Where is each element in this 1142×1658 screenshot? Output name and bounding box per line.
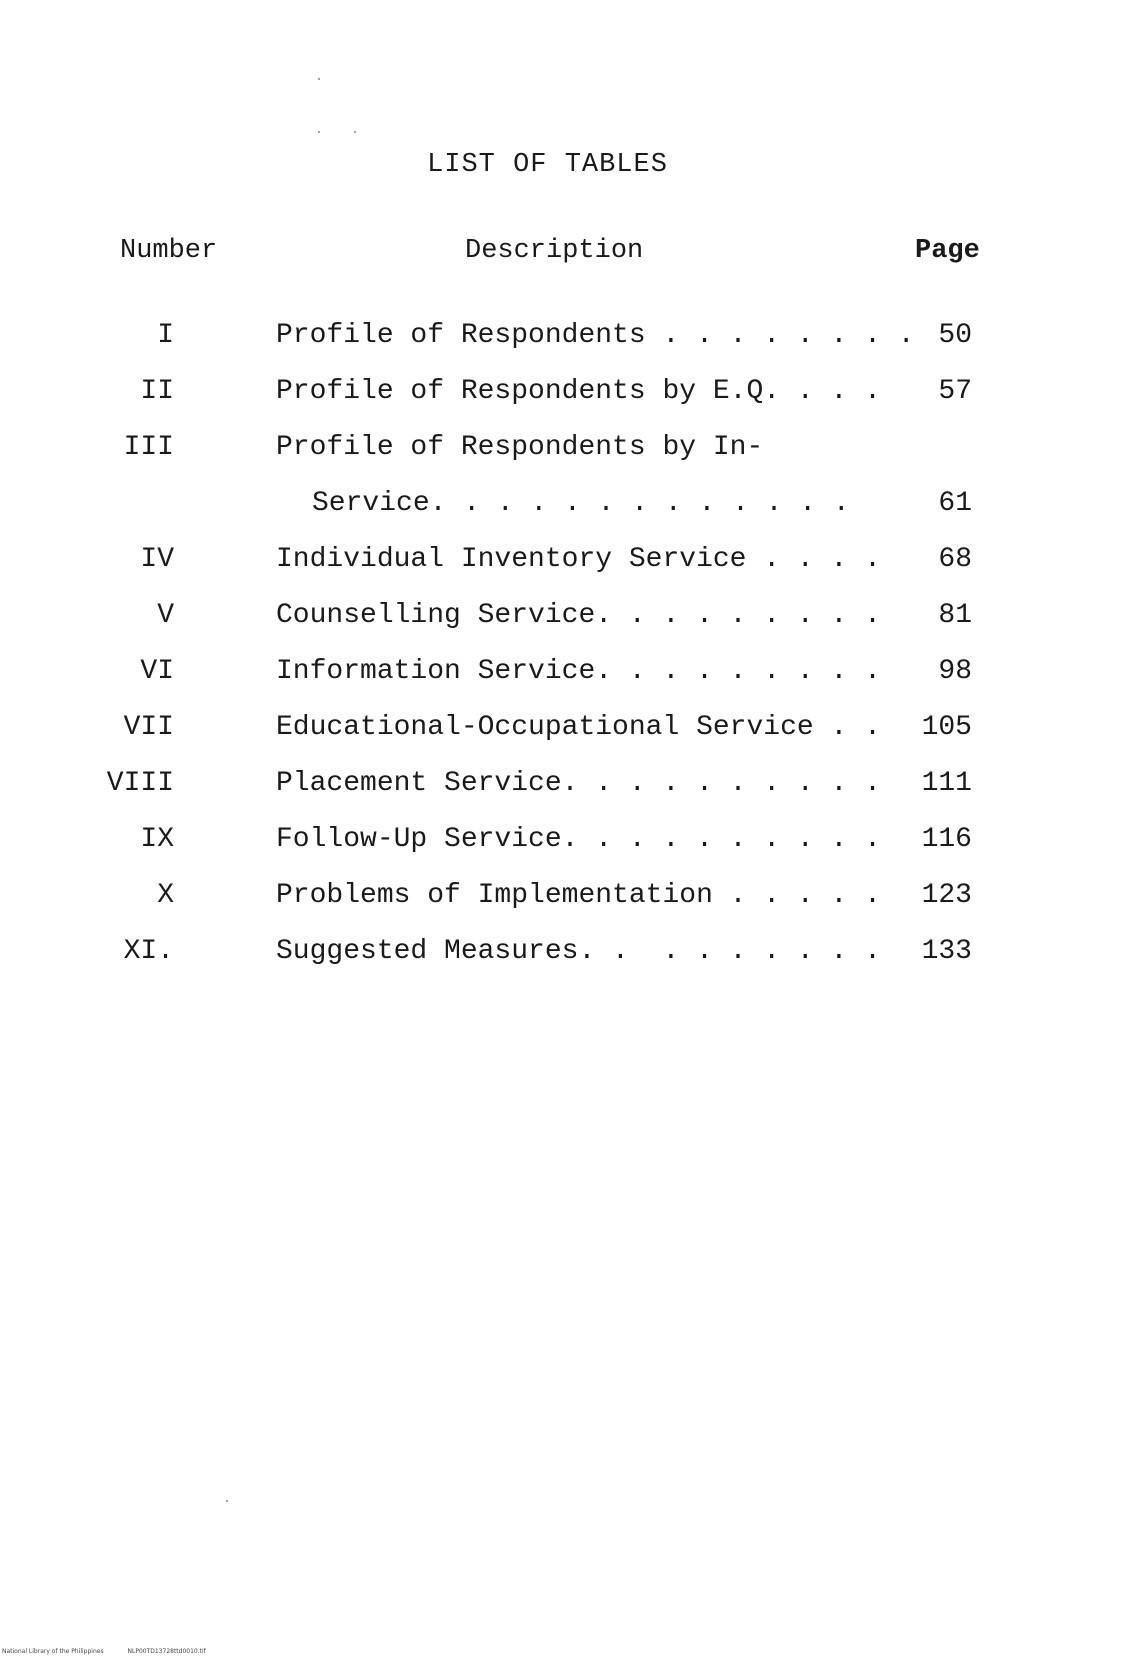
row-number: IX [140,824,174,855]
row-page: 105 [921,712,972,743]
scan-speck [318,78,320,80]
row-description: Follow-Up Service. . . . . . . . . . [276,824,881,855]
row-number: I [157,320,174,351]
row-description: Individual Inventory Service . . . . [276,544,881,575]
table-row [0,376,1142,416]
table-row [0,936,1142,976]
row-number: II [140,376,174,407]
row-number: IV [140,544,174,575]
row-description: Profile of Respondents . . . . . . . . [276,320,915,351]
row-description: Profile of Respondents by E.Q. . . . [276,376,881,407]
scan-speck [226,1500,228,1502]
row-description: Educational-Occupational Service . . [276,712,881,743]
column-header-number: Number [120,236,218,266]
column-header-page: Page [915,236,980,266]
row-page: 81 [938,600,972,631]
row-description: Profile of Respondents by In- [276,432,764,463]
scan-speck [318,131,320,133]
row-description: Placement Service. . . . . . . . . . [276,768,881,799]
table-row-continuation [0,488,1142,528]
table-row [0,656,1142,696]
row-page: 133 [921,936,972,967]
table-row [0,600,1142,640]
row-description: Information Service. . . . . . . . . [276,656,881,687]
table-row [0,544,1142,584]
table-row [0,880,1142,920]
scan-footer [2,1648,228,1655]
row-number: VII [123,712,174,743]
scan-speck [354,131,356,133]
row-description: Problems of Implementation . . . . . [276,880,881,911]
column-header-description: Description [465,236,644,266]
row-number: X [157,880,174,911]
row-page: 123 [921,880,972,911]
table-row [0,432,1142,472]
row-page: 111 [921,768,972,799]
row-page: 50 [938,320,972,351]
row-page: 61 [938,488,972,519]
page-title: LIST OF TABLES [427,150,668,180]
table-row [0,320,1142,360]
row-description: Counselling Service. . . . . . . . . [276,600,881,631]
table-row [0,824,1142,864]
row-number: VIII [106,768,174,799]
row-page: 68 [938,544,972,575]
footer-file: NLP00TD13728ttd0010.tif [127,1648,206,1655]
row-number: XI. [123,936,174,967]
table-row [0,768,1142,808]
row-page: 98 [938,656,972,687]
row-number: V [157,600,174,631]
table-row [0,712,1142,752]
row-page: 116 [921,824,972,855]
row-number: VI [140,656,174,687]
row-description: Service. . . . . . . . . . . . . [312,488,850,519]
footer-library: National Library of the Philippines [2,1648,104,1655]
row-page: 57 [938,376,972,407]
row-number: III [123,432,174,463]
row-description: Suggested Measures. . . . . . . . . [276,936,881,967]
